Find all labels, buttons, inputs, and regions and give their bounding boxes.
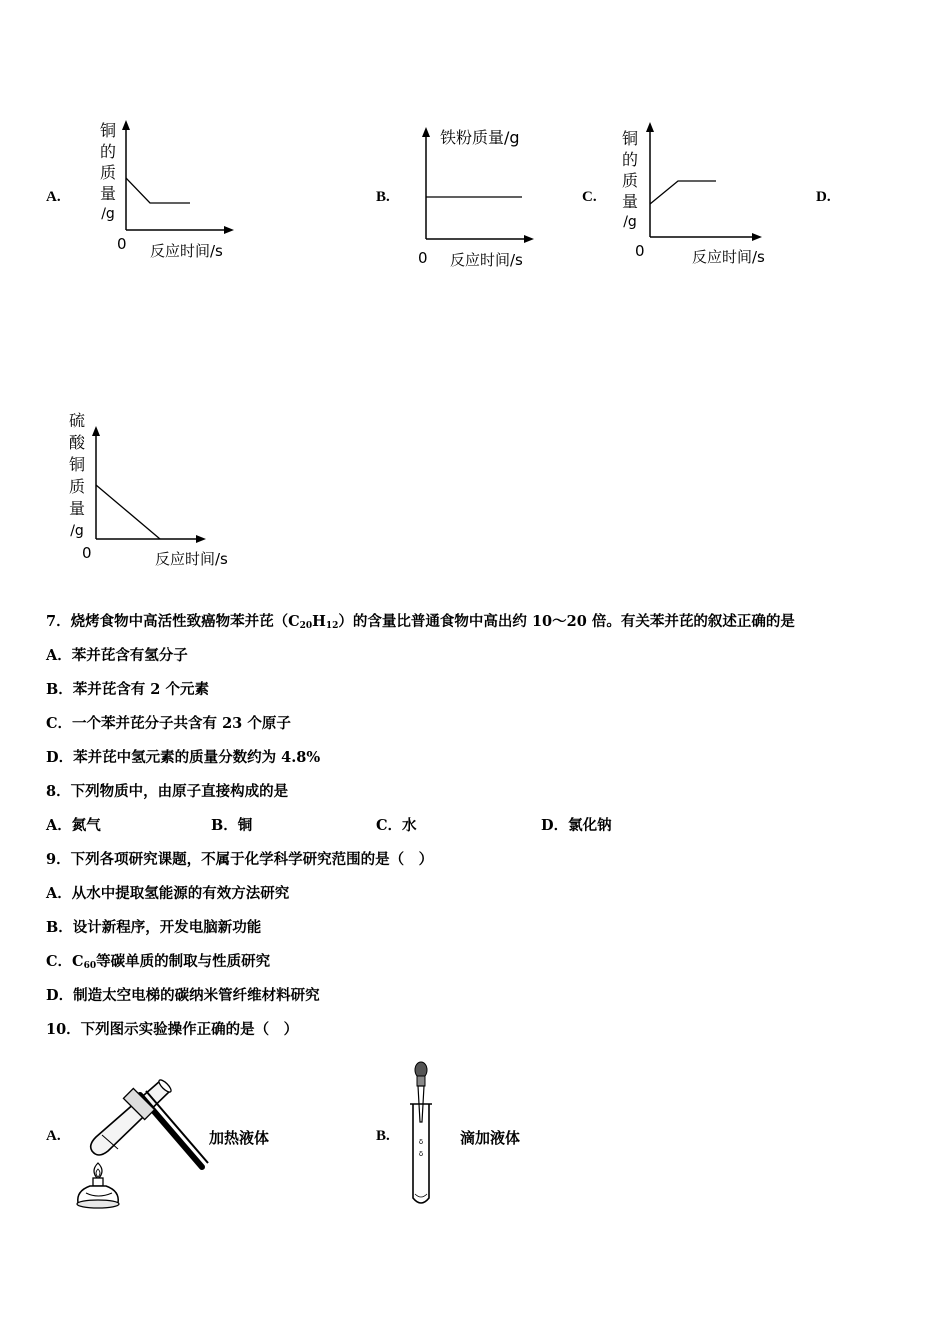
q9-option-b: B．设计新程序，开发电脑新功能: [46, 919, 262, 936]
ylabel-unit: /g: [70, 523, 84, 539]
q6-d-axes: [80, 424, 220, 549]
svg-text:δ: δ: [418, 1150, 424, 1158]
q7-formula-h: H: [312, 613, 326, 630]
xaxis-label: 反应时间/s: [450, 251, 523, 269]
ylabel-char: 质: [621, 171, 638, 190]
q7-option-d: D．苯并芘中氢元素的质量分数约为 4.8%: [46, 749, 321, 766]
flame-icon: [94, 1163, 102, 1179]
ylabel-char: 铜: [68, 455, 85, 474]
ylabel-char: 铜: [621, 129, 638, 148]
ylabel-char: 量: [621, 192, 638, 211]
heating-liquid-illustration: [72, 1075, 212, 1215]
q9-option-c: [46, 950, 270, 971]
q9-stem: 9．下列各项研究课题，不属于化学科学研究范围的是（ ）: [46, 851, 434, 868]
q7-option-c: C．一个苯并芘分子共含有 23 个原子: [46, 715, 291, 732]
ylabel-char: 硫: [68, 411, 85, 430]
xaxis-label: 反应时间/s: [150, 242, 223, 260]
q10-option-b-label: 滴加液体: [460, 1129, 521, 1147]
q10-option-a-letter: A.: [46, 1128, 61, 1144]
q10-stem: 10．下列图示实验操作正确的是（ ）: [46, 1021, 299, 1038]
alcohol-lamp-icon: [77, 1178, 119, 1208]
q7-formula-sub: 20: [299, 621, 313, 631]
ylabel-unit: /g: [623, 214, 637, 230]
q7-stem-text: 7．烧烤食物中高活性致癌物苯并芘（C: [46, 613, 300, 630]
q8-stem: 8．下列物质中，由原子直接构成的是: [46, 783, 289, 800]
q6-c-curve: [650, 181, 716, 204]
ylabel-char: 铜: [99, 121, 116, 140]
q6-option-a-letter: A.: [46, 189, 61, 205]
ylabel-unit: /g: [101, 206, 115, 222]
q6-option-d-letter: D.: [816, 189, 831, 205]
q6-b-axes: [410, 125, 550, 245]
q7-option-a: A．苯并芘含有氢分子: [46, 647, 188, 664]
q6-a-axes: [110, 118, 240, 238]
ylabel-char: 量: [68, 499, 85, 518]
q6-option-b-letter: B.: [376, 189, 390, 205]
q9-option-c-text: 等碳单质的制取与性质研究: [96, 953, 271, 970]
dropper-icon: [415, 1062, 427, 1122]
q6-option-c-letter: C.: [582, 189, 597, 205]
q10-option-b-letter: B.: [376, 1128, 390, 1144]
q10-option-a-label: 加热液体: [209, 1129, 270, 1147]
q6-a-curve: [126, 178, 190, 203]
dropping-liquid-illustration: [400, 1060, 450, 1210]
origin-label: 0: [635, 242, 645, 260]
origin-label: 0: [82, 544, 92, 562]
q9-option-c-text: C．C: [46, 953, 84, 970]
q6-b-ylabel: 铁粉质量/g: [440, 128, 520, 147]
ylabel-char: 的: [99, 142, 116, 161]
q7-formula-sub: 12: [325, 621, 339, 631]
q6-c-axes: [634, 120, 774, 245]
ylabel-char: 量: [99, 184, 116, 203]
origin-label: 0: [117, 235, 127, 253]
q9-formula-sub: 60: [83, 961, 97, 971]
q8-option-d: D．氯化钠: [541, 817, 612, 834]
q7-option-b: B．苯并芘含有 2 个元素: [46, 681, 209, 698]
ylabel-char: 酸: [68, 433, 85, 452]
q9-option-a: A．从水中提取氢能源的有效方法研究: [46, 885, 290, 902]
xaxis-label: 反应时间/s: [692, 248, 765, 266]
ylabel-char: 质: [68, 477, 85, 496]
q9-option-d: D．制造太空电梯的碳纳米管纤维材料研究: [46, 987, 320, 1004]
q8-option-c: C．水: [376, 817, 417, 834]
q7-stem-text: ）的含量比普通食物中高出约 10～20 倍。有关苯并芘的叙述正确的是: [338, 613, 795, 630]
test-tube-holder-icon: [123, 1088, 208, 1167]
q8-option-a: A．氮气: [46, 817, 101, 834]
origin-label: 0: [418, 249, 428, 267]
q8-option-b: B．铜: [211, 817, 253, 834]
svg-text:δ: δ: [418, 1138, 424, 1146]
q6-d-curve: [96, 485, 160, 539]
q7-stem: [46, 610, 795, 631]
xaxis-label: 反应时间/s: [155, 550, 228, 568]
ylabel-char: 质: [99, 163, 116, 182]
ylabel-char: 的: [621, 150, 638, 169]
